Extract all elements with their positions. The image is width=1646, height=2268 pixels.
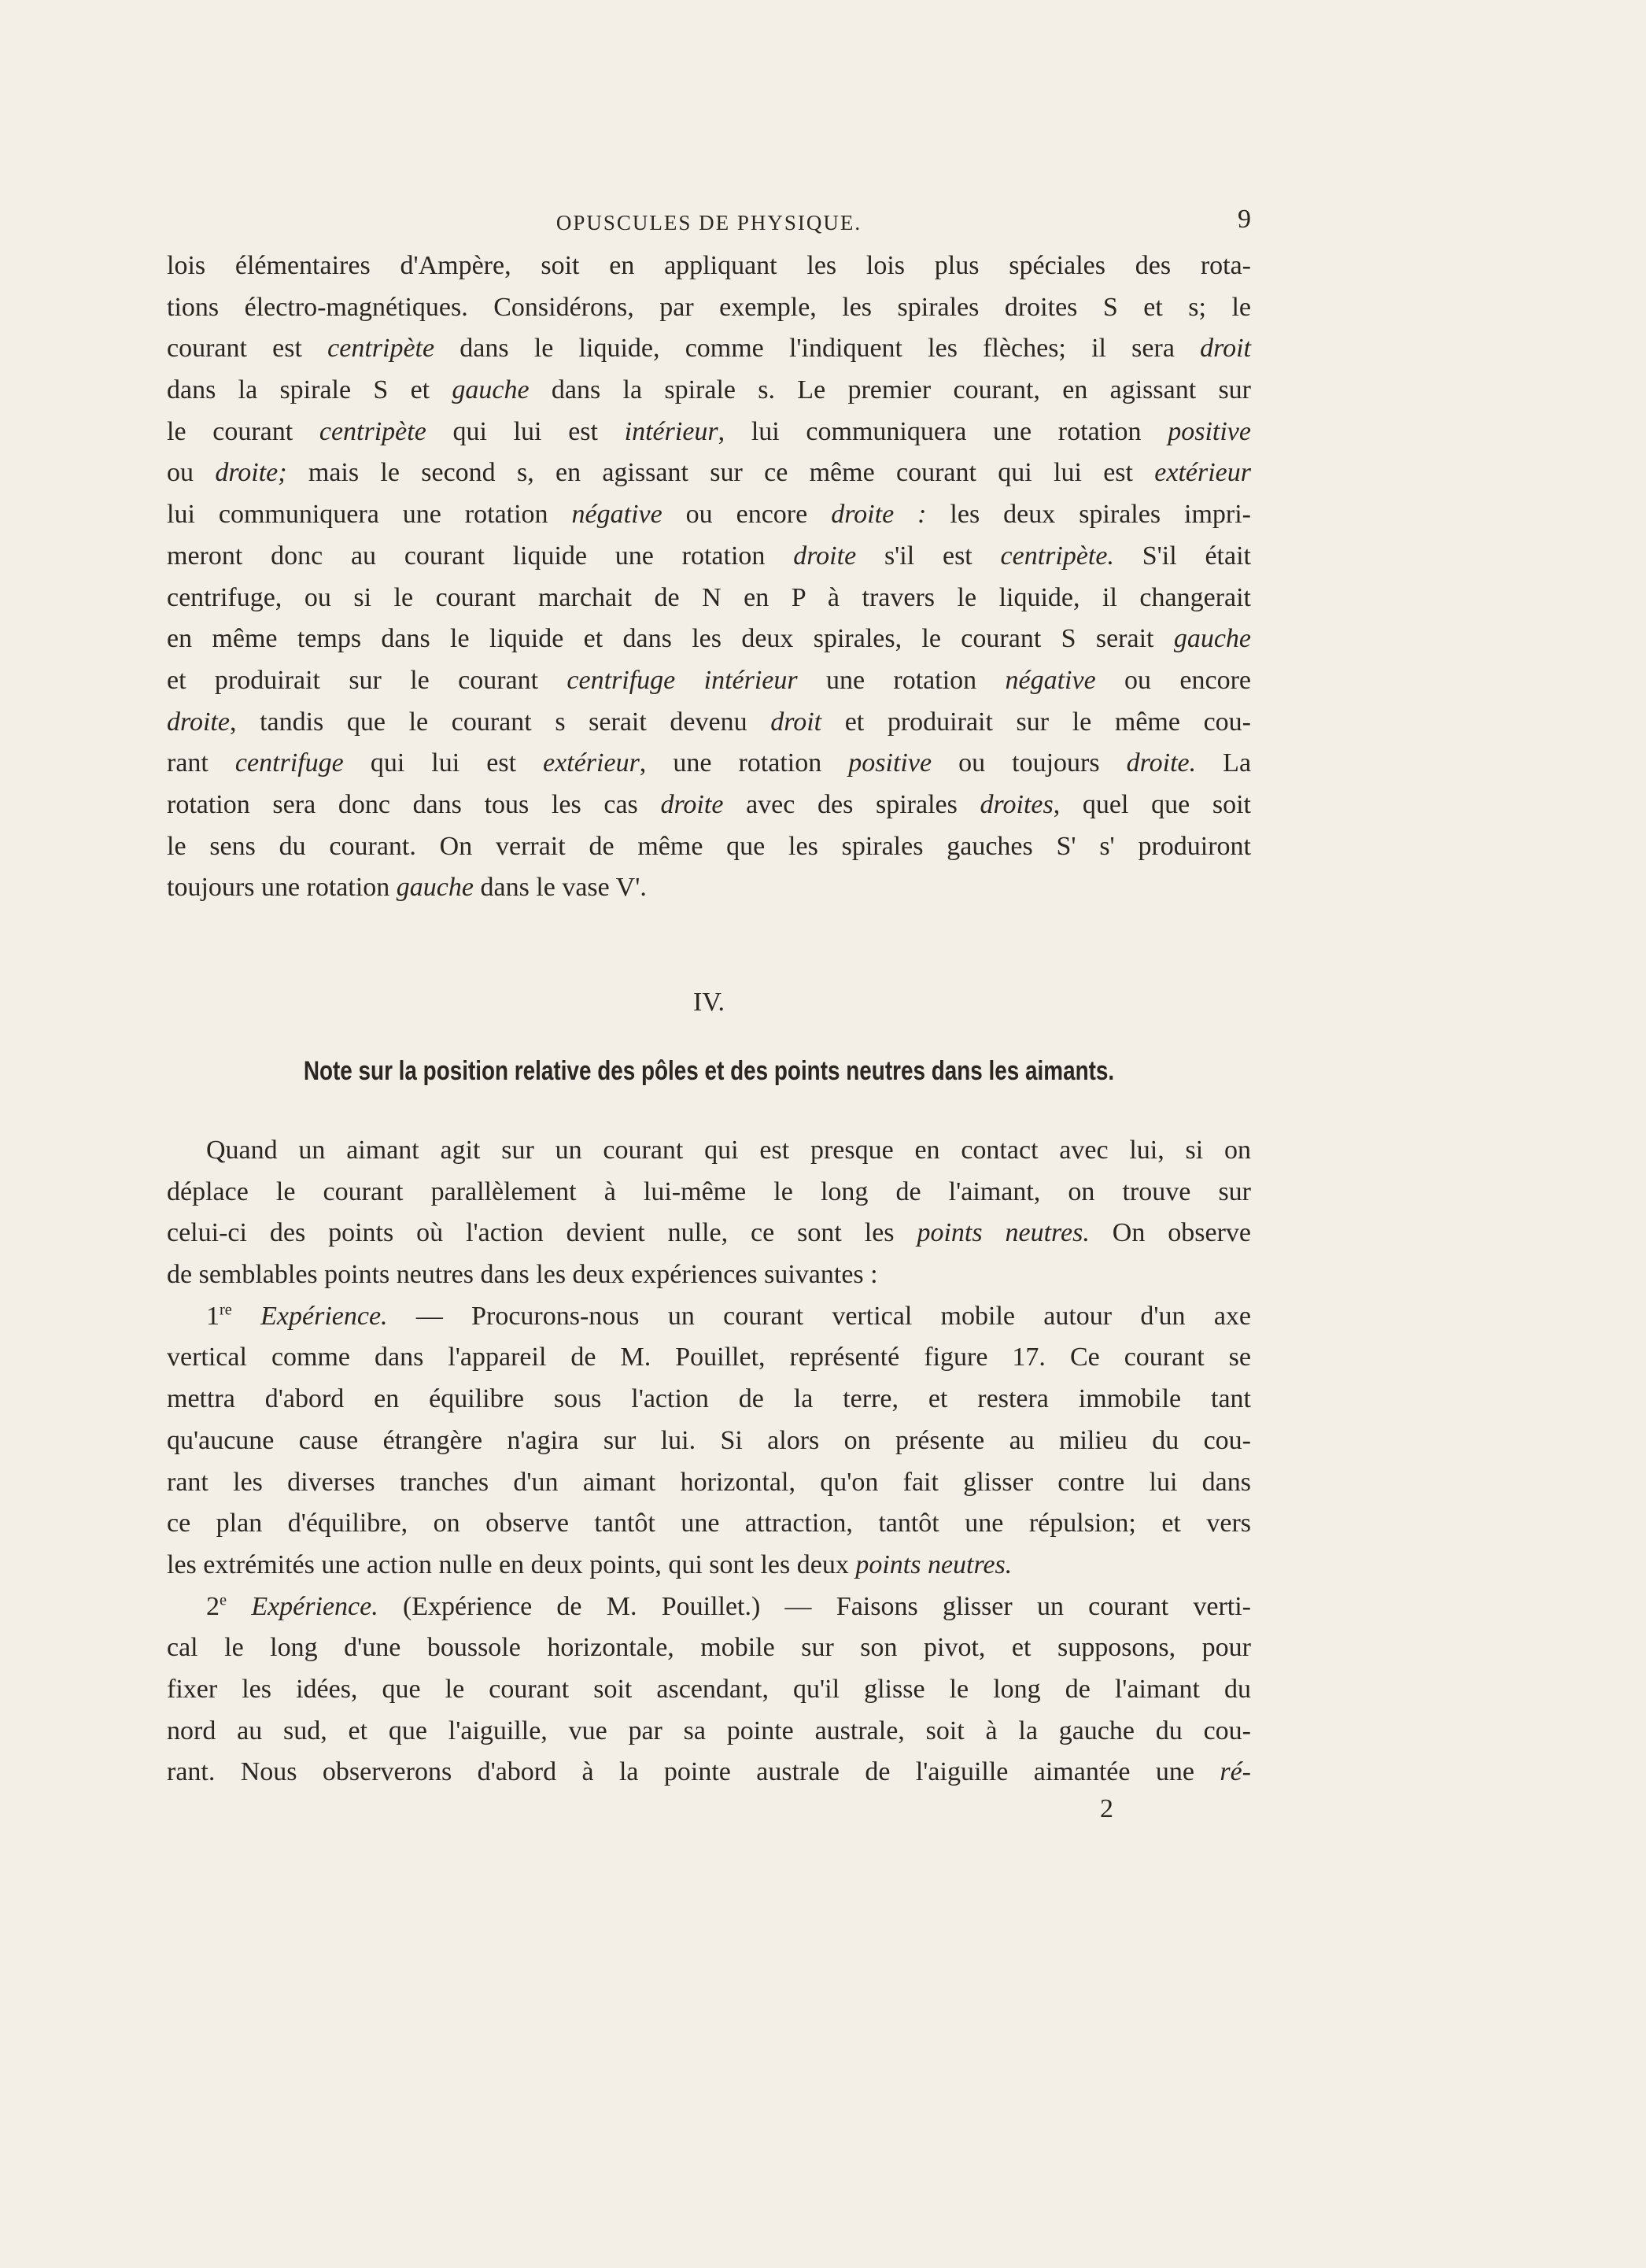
page-header	[167, 205, 1251, 244]
text-line: ce plan d'équilibre, on observe tantôt une attraction, tantôt une répulsion; et vers	[167, 1509, 1251, 1538]
text-line: rant centrifuge qui lui est extérieur, une rotation positive ou toujours droite. La	[167, 748, 1252, 778]
running-title: OPUSCULES DE PHYSIQUE.	[555, 211, 862, 235]
text-line: fixer les idées, que le courant soit ascendant, qu'il glisse le long de l'aimant du	[167, 1674, 1251, 1704]
experiment-2-heading-line: 2e Expérience. (Expérience de M. Pouillet.) — Faisons glisser un courant verti-	[206, 1591, 1251, 1621]
text-line: courant est centripète dans le liquide, comme l'indiquent les flèches; il sera droit	[167, 334, 1252, 364]
text-line: mettra d'abord en équilibre sous l'action de la terre, et restera immobile tant	[167, 1384, 1251, 1414]
text-line: les extrémités une action nulle en deux points, qui sont les deux points neutres.	[167, 1550, 1013, 1579]
text-line: meront donc au courant liquide une rotation droite s'il est centripète. S'il était	[167, 541, 1251, 571]
text-line: dans la spirale S et gauche dans la spirale s. Le premier courant, en agissant sur	[167, 375, 1251, 405]
paragraph-neutral-points	[167, 1130, 1251, 1793]
text-line: centrifuge, ou si le courant marchait de N en P à travers le liquide, il changerait	[167, 582, 1251, 612]
text-line: rant les diverses tranches d'un aimant horizontal, qu'on fait glisser contre lui dans	[167, 1467, 1251, 1497]
text-line: droite, tandis que le courant s serait devenu droit et produirait sur le même cou-	[167, 707, 1251, 737]
text-line: vertical comme dans l'appareil de M. Pouillet, représenté figure 17. Ce courant se	[167, 1343, 1251, 1372]
signature-mark: 2	[1100, 1794, 1113, 1823]
text-line: Quand un aimant agit sur un courant qui est presque en contact avec lui, si on	[206, 1136, 1251, 1165]
text-line: toujours une rotation gauche dans le vase V'.	[167, 873, 647, 903]
text-line: celui-ci des points où l'action devient nulle, ce sont les points neutres. On observe	[167, 1218, 1251, 1248]
text-line: de semblables points neutres dans les deux expériences suivantes :	[167, 1260, 878, 1290]
text-line: tions électro-magnétiques. Considérons, par exemple, les spirales droites S et s; le	[167, 292, 1251, 322]
text-line: le sens du courant. On verrait de même que les spirales gauches S' s' produiront	[167, 831, 1251, 861]
text-line: lui communiquera une rotation négative ou encore droite : les deux spirales impri-	[167, 500, 1252, 530]
text-line: cal le long d'une boussole horizontale, mobile sur son pivot, et supposons, pour	[167, 1633, 1251, 1663]
text-line: ou droite; mais le second s, en agissant sur ce même courant qui lui est extérieur	[167, 458, 1251, 488]
text-line: et produirait sur le courant centrifuge intérieur une rotation négative ou encore	[167, 665, 1251, 695]
text-line: rotation sera donc dans tous les cas droite avec des spirales droites, quel que soit	[167, 789, 1251, 819]
paragraph-rotations	[167, 246, 1251, 909]
text-line: rant. Nous observerons d'abord à la pointe australe de l'aiguille aimantée une ré-	[167, 1757, 1251, 1787]
text-line: en même temps dans le liquide et dans les deux spirales, le courant S serait gauche	[167, 624, 1251, 654]
section-number: IV.	[693, 988, 725, 1017]
text-line: lois élémentaires d'Ampère, soit en appliquant les lois plus spéciales des rota-	[167, 251, 1251, 280]
text-line: nord au sud, et que l'aiguille, vue par sa pointe australe, soit à la gauche du cou-	[167, 1716, 1251, 1745]
text-line: le courant centripète qui lui est intérieur, lui communiquera une rotation positive	[167, 416, 1251, 446]
text-line: qu'aucune cause étrangère n'agira sur lui. Si alors on présente au milieu du cou-	[167, 1425, 1251, 1455]
section-title: Note sur la position relative des pôles et des points neutres dans les aimants.	[303, 1056, 1115, 1086]
experiment-1-heading-line: 1re Expérience. — Procurons-nous un courant vertical mobile autour d'un axe	[206, 1301, 1252, 1331]
page-number: 9	[1238, 205, 1251, 234]
text-line: déplace le courant parallèlement à lui-même le long de l'aimant, on trouve sur	[167, 1176, 1251, 1206]
